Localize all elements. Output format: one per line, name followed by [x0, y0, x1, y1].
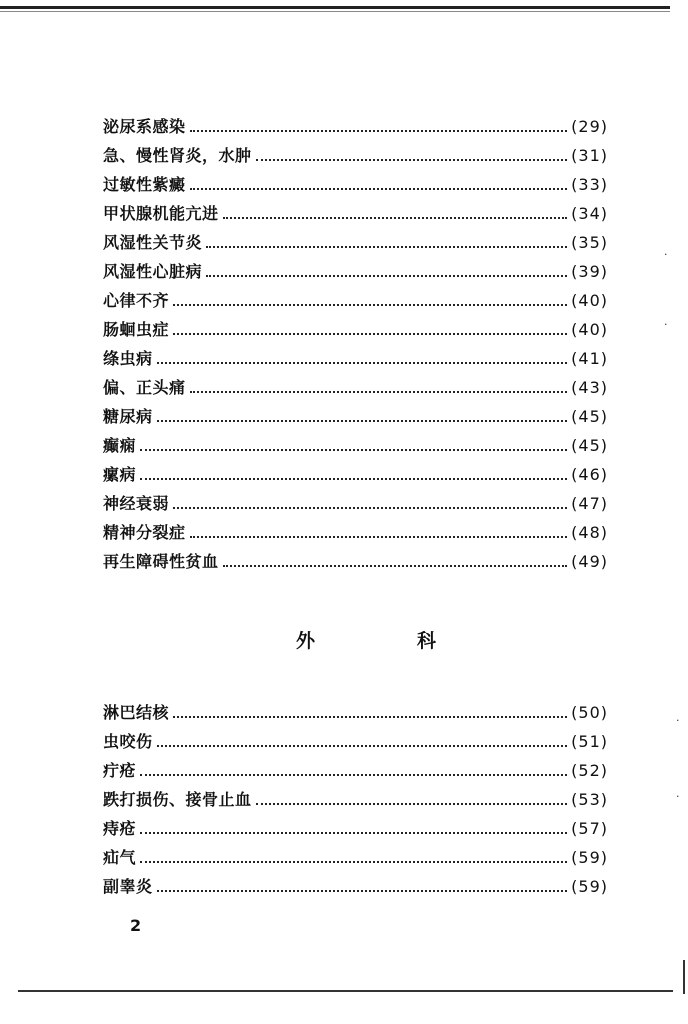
dot-leader — [173, 506, 567, 509]
dot-leader — [140, 477, 567, 480]
section-heading-char: 科 — [416, 630, 436, 652]
toc-entry-title: 神经衰弱 — [103, 494, 170, 513]
toc-entry-title: 风湿性心脏病 — [103, 262, 203, 281]
toc-entry-title: 糖尿病 — [103, 407, 153, 426]
dot-leader — [190, 390, 568, 393]
dot-leader — [206, 274, 567, 277]
toc-entry-page: (53) — [571, 790, 608, 809]
toc-entry-page: (46) — [571, 465, 608, 484]
toc-entry-title: 甲状腺机能亢进 — [103, 204, 219, 223]
toc-entry-page: (45) — [571, 436, 608, 455]
toc-entry-title: 风湿性关节炎 — [103, 233, 203, 252]
right-edge-rule — [683, 960, 685, 994]
toc-entry-page: (48) — [571, 523, 608, 542]
dot-leader — [173, 715, 567, 718]
toc-entry-title: 跌打损伤、接骨止血 — [103, 790, 252, 809]
dot-leader — [140, 860, 567, 863]
toc-entry[interactable] — [103, 143, 608, 172]
toc-entry-title: 精神分裂症 — [103, 523, 186, 542]
toc-entry-page: (39) — [571, 262, 608, 281]
dot-leader — [157, 419, 568, 422]
toc-entry[interactable] — [103, 816, 608, 845]
toc-entry[interactable] — [103, 462, 608, 491]
toc-entry-page: (29) — [571, 117, 608, 136]
toc-entry[interactable] — [103, 433, 608, 462]
toc-entry-title: 癫痫 — [103, 436, 137, 455]
toc-entry[interactable] — [103, 288, 608, 317]
toc-entry-page: (49) — [571, 552, 608, 571]
toc-entry-page: (41) — [571, 349, 608, 368]
section-heading-char: 外 — [296, 630, 316, 652]
toc-entry[interactable] — [103, 520, 608, 549]
toc-entry-page: (35) — [571, 233, 608, 252]
toc-entry[interactable] — [103, 845, 608, 874]
toc-entry-title: 再生障碍性贫血 — [103, 552, 219, 571]
toc-entry[interactable] — [103, 317, 608, 346]
toc-entry-title: 瘰病 — [103, 465, 137, 484]
dot-leader — [190, 187, 568, 190]
toc-entry-title: 急、慢性肾炎，水肿 — [103, 146, 252, 165]
toc-entry[interactable] — [103, 201, 608, 230]
toc-entry-page: (45) — [571, 407, 608, 426]
page-number: 2 — [130, 916, 142, 935]
toc-entry-page: (33) — [571, 175, 608, 194]
dot-leader — [206, 245, 567, 248]
toc-entry-title: 泌尿系感染 — [103, 117, 186, 136]
toc-entry-page: (40) — [571, 320, 608, 339]
toc-entry[interactable] — [103, 404, 608, 433]
top-border-rule-thin — [0, 11, 670, 12]
toc-entry-page: (51) — [571, 732, 608, 751]
dot-leader — [256, 158, 568, 161]
toc-entry-page: (34) — [571, 204, 608, 223]
dot-leader — [223, 564, 568, 567]
toc-entry-title: 淋巴结核 — [103, 703, 170, 722]
scan-speck-mark: · — [664, 318, 668, 331]
dot-leader — [190, 129, 568, 132]
dot-leader — [157, 744, 568, 747]
dot-leader — [256, 802, 568, 805]
toc-entry-page: (59) — [571, 848, 608, 867]
scan-speck-mark: · — [676, 790, 680, 803]
toc-entry-title: 疔疮 — [103, 761, 137, 780]
toc-entry-title: 痔疮 — [103, 819, 137, 838]
toc-entry-page: (31) — [571, 146, 608, 165]
toc-entry[interactable] — [103, 700, 608, 729]
bottom-border-rule — [18, 990, 673, 992]
toc-entry-page: (50) — [571, 703, 608, 722]
toc-entry-page: (43) — [571, 378, 608, 397]
toc-entry-title: 疝气 — [103, 848, 137, 867]
toc-surgery-list — [103, 700, 608, 903]
toc-entry-title: 绦虫病 — [103, 349, 153, 368]
dot-leader — [140, 773, 567, 776]
dot-leader — [223, 216, 568, 219]
toc-entry-title: 心律不齐 — [103, 291, 170, 310]
toc-entry[interactable] — [103, 729, 608, 758]
toc-entry[interactable] — [103, 346, 608, 375]
dot-leader — [140, 831, 567, 834]
dot-leader — [173, 303, 567, 306]
toc-entry-title: 肠蛔虫症 — [103, 320, 170, 339]
toc-entry-page: (40) — [571, 291, 608, 310]
section-heading-surgery — [296, 626, 436, 653]
scan-speck-mark: · — [664, 248, 668, 261]
toc-entry[interactable] — [103, 375, 608, 404]
dot-leader — [157, 889, 568, 892]
dot-leader — [140, 448, 567, 451]
toc-entry[interactable] — [103, 172, 608, 201]
toc-entry-title: 虫咬伤 — [103, 732, 153, 751]
toc-entry-title: 偏、正头痛 — [103, 378, 186, 397]
toc-entry-page: (59) — [571, 877, 608, 896]
scan-speck-mark: · — [676, 714, 680, 727]
toc-entry-page: (52) — [571, 761, 608, 780]
dot-leader — [173, 332, 567, 335]
toc-entry[interactable] — [103, 874, 608, 903]
top-border-rule — [0, 6, 670, 9]
toc-entry[interactable] — [103, 230, 608, 259]
toc-entry[interactable] — [103, 114, 608, 143]
toc-entry[interactable] — [103, 549, 608, 578]
toc-entry[interactable] — [103, 491, 608, 520]
toc-entry-title: 副睾炎 — [103, 877, 153, 896]
toc-entry[interactable] — [103, 787, 608, 816]
toc-entry-page: (47) — [571, 494, 608, 513]
toc-entry-page: (57) — [571, 819, 608, 838]
dot-leader — [157, 361, 568, 364]
toc-internal-medicine-list — [103, 114, 608, 578]
toc-entry-title: 过敏性紫癜 — [103, 175, 186, 194]
dot-leader — [190, 535, 568, 538]
toc-entry[interactable] — [103, 259, 608, 288]
toc-entry[interactable] — [103, 758, 608, 787]
